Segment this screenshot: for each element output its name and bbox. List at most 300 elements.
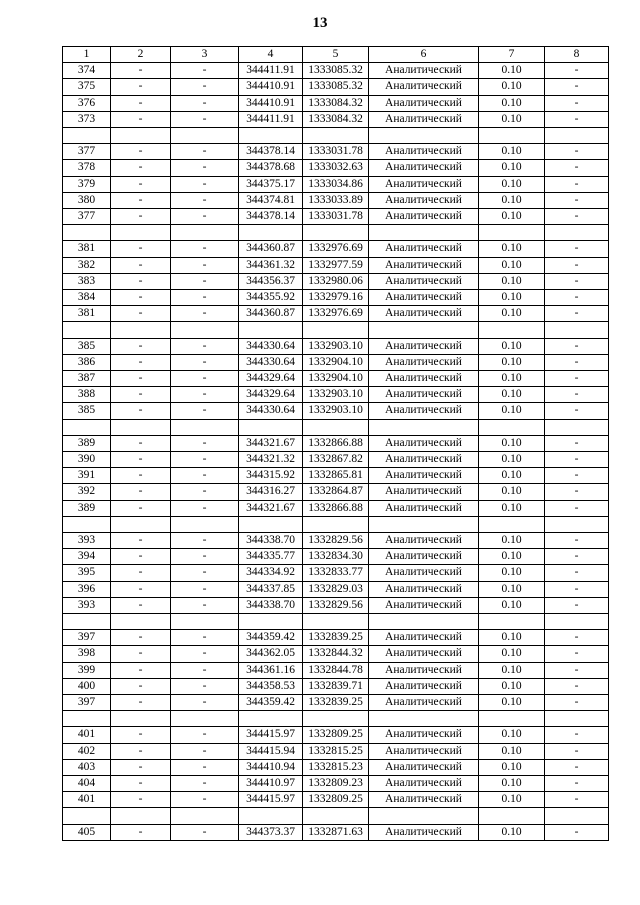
table-cell: 0.10: [479, 435, 545, 451]
empty-cell: [239, 614, 303, 630]
table-cell: 344330.64: [239, 354, 303, 370]
table-cell: -: [545, 597, 609, 613]
table-cell: 394: [63, 549, 111, 565]
table-cell: 344338.70: [239, 533, 303, 549]
table-cell: -: [545, 500, 609, 516]
table-cell: 1333084.32: [303, 95, 369, 111]
empty-cell: [239, 128, 303, 144]
empty-cell: [63, 128, 111, 144]
table-cell: Аналитический: [369, 387, 479, 403]
table-cell: Аналитический: [369, 452, 479, 468]
table-cell: -: [171, 549, 239, 565]
table-cell: -: [111, 533, 171, 549]
table-cell: -: [545, 776, 609, 792]
table-cell: Аналитический: [369, 257, 479, 273]
table-row: [63, 695, 609, 711]
table-cell: -: [111, 792, 171, 808]
empty-cell: [479, 808, 545, 824]
table-cell: -: [171, 144, 239, 160]
empty-cell: [303, 225, 369, 241]
table-cell: 401: [63, 727, 111, 743]
table-cell: 1332867.82: [303, 452, 369, 468]
table-row: [63, 597, 609, 613]
table-cell: 376: [63, 95, 111, 111]
table-cell: -: [171, 452, 239, 468]
empty-cell: [369, 225, 479, 241]
empty-cell: [369, 419, 479, 435]
table-cell: 397: [63, 630, 111, 646]
table-cell: 381: [63, 306, 111, 322]
empty-cell: [171, 225, 239, 241]
table-cell: -: [171, 646, 239, 662]
table-cell: -: [171, 435, 239, 451]
table-cell: 344334.92: [239, 565, 303, 581]
table-cell: 344360.87: [239, 241, 303, 257]
table-cell: 0.10: [479, 144, 545, 160]
table-cell: -: [171, 597, 239, 613]
table-row: [63, 630, 609, 646]
table-cell: 344373.37: [239, 824, 303, 840]
empty-cell: [239, 322, 303, 338]
table-cell: 344378.14: [239, 209, 303, 225]
separator-row: [63, 128, 609, 144]
table-cell: -: [545, 565, 609, 581]
empty-cell: [239, 808, 303, 824]
table-cell: 344321.67: [239, 500, 303, 516]
table-cell: -: [171, 743, 239, 759]
table-row: [63, 209, 609, 225]
table-cell: -: [171, 371, 239, 387]
empty-cell: [171, 711, 239, 727]
empty-cell: [111, 322, 171, 338]
table-cell: 373: [63, 111, 111, 127]
table-cell: -: [111, 776, 171, 792]
table-cell: -: [171, 160, 239, 176]
table-row: [63, 306, 609, 322]
table-cell: -: [171, 500, 239, 516]
table-cell: 344330.64: [239, 338, 303, 354]
table-cell: -: [545, 338, 609, 354]
empty-cell: [545, 419, 609, 435]
table-cell: 344321.67: [239, 435, 303, 451]
header-cell: 2: [111, 47, 171, 63]
table-cell: Аналитический: [369, 581, 479, 597]
table-cell: -: [545, 209, 609, 225]
table-cell: 1332829.56: [303, 597, 369, 613]
table-cell: 344335.77: [239, 549, 303, 565]
table-cell: 0.10: [479, 63, 545, 79]
table-cell: 377: [63, 144, 111, 160]
empty-cell: [303, 711, 369, 727]
empty-cell: [303, 614, 369, 630]
table-row: [63, 824, 609, 840]
table-row: [63, 678, 609, 694]
table-cell: 377: [63, 209, 111, 225]
table-cell: -: [111, 565, 171, 581]
table-cell: -: [545, 695, 609, 711]
table-cell: -: [111, 646, 171, 662]
table-cell: -: [545, 144, 609, 160]
table-cell: 1333031.78: [303, 209, 369, 225]
table-cell: 344415.97: [239, 792, 303, 808]
table-cell: 344360.87: [239, 306, 303, 322]
table-cell: 1332976.69: [303, 306, 369, 322]
table-cell: 344378.68: [239, 160, 303, 176]
table-cell: 344361.32: [239, 257, 303, 273]
empty-cell: [171, 516, 239, 532]
empty-cell: [369, 614, 479, 630]
table-cell: -: [171, 306, 239, 322]
table-cell: Аналитический: [369, 176, 479, 192]
table-cell: 0.10: [479, 581, 545, 597]
table-cell: -: [545, 387, 609, 403]
table-cell: 344411.91: [239, 111, 303, 127]
table-cell: -: [111, 452, 171, 468]
table-cell: -: [111, 678, 171, 694]
table-cell: 400: [63, 678, 111, 694]
table-cell: 344410.94: [239, 759, 303, 775]
table-cell: 0.10: [479, 678, 545, 694]
table-cell: 399: [63, 662, 111, 678]
table-cell: -: [111, 824, 171, 840]
table-cell: 379: [63, 176, 111, 192]
table-cell: 398: [63, 646, 111, 662]
table-cell: 375: [63, 79, 111, 95]
table-cell: 344338.70: [239, 597, 303, 613]
table-cell: 1333032.63: [303, 160, 369, 176]
table-cell: 0.10: [479, 192, 545, 208]
table-cell: 0.10: [479, 727, 545, 743]
table-cell: 0.10: [479, 111, 545, 127]
table-cell: -: [111, 176, 171, 192]
table-cell: 344375.17: [239, 176, 303, 192]
table-row: [63, 257, 609, 273]
table-cell: 388: [63, 387, 111, 403]
empty-cell: [303, 808, 369, 824]
empty-cell: [479, 419, 545, 435]
table-cell: 0.10: [479, 533, 545, 549]
empty-cell: [239, 711, 303, 727]
table-cell: 0.10: [479, 743, 545, 759]
table-cell: 387: [63, 371, 111, 387]
header-cell: 3: [171, 47, 239, 63]
table-cell: 344316.27: [239, 484, 303, 500]
coordinates-table: [62, 46, 609, 841]
table-cell: -: [111, 209, 171, 225]
table-cell: -: [111, 549, 171, 565]
table-cell: -: [171, 792, 239, 808]
table-row: [63, 111, 609, 127]
table-cell: -: [545, 192, 609, 208]
table-cell: 0.10: [479, 597, 545, 613]
table-row: [63, 160, 609, 176]
table-row: [63, 338, 609, 354]
table-cell: 344330.64: [239, 403, 303, 419]
table-cell: Аналитический: [369, 597, 479, 613]
empty-cell: [63, 322, 111, 338]
table-cell: 386: [63, 354, 111, 370]
separator-row: [63, 322, 609, 338]
table-cell: Аналитический: [369, 306, 479, 322]
table-cell: 344362.05: [239, 646, 303, 662]
table-cell: 1332976.69: [303, 241, 369, 257]
empty-cell: [545, 322, 609, 338]
table-row: [63, 646, 609, 662]
table-cell: 380: [63, 192, 111, 208]
table-cell: Аналитический: [369, 646, 479, 662]
table-cell: -: [545, 257, 609, 273]
empty-cell: [171, 808, 239, 824]
table-cell: 0.10: [479, 371, 545, 387]
table-cell: -: [171, 273, 239, 289]
table-cell: 1332834.30: [303, 549, 369, 565]
table-cell: 0.10: [479, 387, 545, 403]
table-cell: -: [111, 241, 171, 257]
table-cell: Аналитический: [369, 63, 479, 79]
table-cell: 397: [63, 695, 111, 711]
table-cell: -: [111, 500, 171, 516]
table-cell: 1333034.86: [303, 176, 369, 192]
empty-cell: [63, 516, 111, 532]
table-cell: Аналитический: [369, 776, 479, 792]
table-row: [63, 273, 609, 289]
table-cell: 393: [63, 597, 111, 613]
table-cell: 0.10: [479, 484, 545, 500]
separator-row: [63, 614, 609, 630]
table-cell: -: [111, 630, 171, 646]
table-cell: 374: [63, 63, 111, 79]
table-cell: 344355.92: [239, 290, 303, 306]
table-cell: Аналитический: [369, 824, 479, 840]
table-cell: -: [171, 403, 239, 419]
table-cell: -: [545, 290, 609, 306]
empty-cell: [63, 225, 111, 241]
table-cell: Аналитический: [369, 160, 479, 176]
table-cell: Аналитический: [369, 354, 479, 370]
table-cell: -: [545, 581, 609, 597]
table-cell: Аналитический: [369, 468, 479, 484]
table-cell: 0.10: [479, 565, 545, 581]
table-cell: 0.10: [479, 403, 545, 419]
table-cell: -: [545, 646, 609, 662]
table-cell: -: [545, 273, 609, 289]
table-cell: 344378.14: [239, 144, 303, 160]
table-row: [63, 371, 609, 387]
table-cell: 344410.91: [239, 95, 303, 111]
table-cell: 383: [63, 273, 111, 289]
table-row: [63, 484, 609, 500]
table-cell: Аналитический: [369, 500, 479, 516]
table-cell: 0.10: [479, 776, 545, 792]
table-row: [63, 468, 609, 484]
table-cell: -: [171, 338, 239, 354]
page-number: 13: [312, 15, 328, 31]
table-row: [63, 387, 609, 403]
table-row: [63, 176, 609, 192]
empty-cell: [479, 225, 545, 241]
table-cell: -: [111, 257, 171, 273]
table-cell: 1332865.81: [303, 468, 369, 484]
table-cell: 1332829.03: [303, 581, 369, 597]
empty-cell: [545, 225, 609, 241]
separator-row: [63, 419, 609, 435]
table-cell: 378: [63, 160, 111, 176]
table-cell: -: [171, 565, 239, 581]
table-cell: 0.10: [479, 354, 545, 370]
table-cell: 1332809.23: [303, 776, 369, 792]
table-cell: 393: [63, 533, 111, 549]
table-row: [63, 144, 609, 160]
table-cell: 344410.97: [239, 776, 303, 792]
table-cell: 0.10: [479, 759, 545, 775]
table-cell: 1332903.10: [303, 387, 369, 403]
table-cell: -: [545, 111, 609, 127]
table-cell: Аналитический: [369, 565, 479, 581]
table-cell: -: [545, 403, 609, 419]
separator-row: [63, 225, 609, 241]
table-cell: 1333085.32: [303, 79, 369, 95]
header-cell: 1: [63, 47, 111, 63]
empty-cell: [303, 419, 369, 435]
table-cell: -: [171, 759, 239, 775]
table-cell: -: [545, 484, 609, 500]
table-cell: -: [171, 630, 239, 646]
separator-row: [63, 711, 609, 727]
table-cell: -: [171, 257, 239, 273]
table-row: [63, 192, 609, 208]
table-cell: -: [111, 144, 171, 160]
table-cell: 344321.32: [239, 452, 303, 468]
empty-cell: [111, 128, 171, 144]
table-cell: -: [111, 192, 171, 208]
table-cell: -: [545, 452, 609, 468]
table-cell: 0.10: [479, 257, 545, 273]
table-cell: 0.10: [479, 338, 545, 354]
table-cell: 0.10: [479, 79, 545, 95]
table-row: [63, 533, 609, 549]
table-cell: Аналитический: [369, 371, 479, 387]
table-cell: -: [111, 695, 171, 711]
empty-cell: [111, 419, 171, 435]
table-cell: 0.10: [479, 209, 545, 225]
table-cell: 0.10: [479, 306, 545, 322]
table-cell: -: [545, 759, 609, 775]
table-cell: 1332980.06: [303, 273, 369, 289]
table-cell: 1332839.71: [303, 678, 369, 694]
table-cell: 391: [63, 468, 111, 484]
table-cell: Аналитический: [369, 435, 479, 451]
table-cell: 0.10: [479, 273, 545, 289]
table-row: [63, 581, 609, 597]
table-cell: 1332866.88: [303, 435, 369, 451]
table-cell: -: [111, 306, 171, 322]
header-cell: 5: [303, 47, 369, 63]
table-cell: -: [111, 759, 171, 775]
table-cell: 392: [63, 484, 111, 500]
table-cell: -: [545, 354, 609, 370]
empty-cell: [63, 808, 111, 824]
empty-cell: [63, 711, 111, 727]
table-cell: 404: [63, 776, 111, 792]
table-cell: -: [171, 776, 239, 792]
table-cell: -: [111, 338, 171, 354]
table-cell: -: [171, 484, 239, 500]
empty-cell: [369, 808, 479, 824]
table-cell: 1332977.59: [303, 257, 369, 273]
table-cell: 1332833.77: [303, 565, 369, 581]
table-cell: 344415.97: [239, 727, 303, 743]
table-cell: 0.10: [479, 792, 545, 808]
table-cell: -: [545, 549, 609, 565]
empty-cell: [303, 128, 369, 144]
empty-cell: [369, 128, 479, 144]
table-row: [63, 776, 609, 792]
table-cell: -: [545, 533, 609, 549]
table-body: [63, 47, 609, 841]
empty-cell: [171, 419, 239, 435]
table-cell: 389: [63, 435, 111, 451]
table-cell: -: [545, 824, 609, 840]
table-cell: 344410.91: [239, 79, 303, 95]
table-cell: Аналитический: [369, 111, 479, 127]
table-cell: Аналитический: [369, 533, 479, 549]
table-cell: 1333085.32: [303, 63, 369, 79]
table-row: [63, 241, 609, 257]
empty-cell: [479, 711, 545, 727]
table-cell: -: [171, 354, 239, 370]
table-cell: -: [545, 792, 609, 808]
table-cell: 396: [63, 581, 111, 597]
empty-cell: [171, 614, 239, 630]
table-cell: 1332903.10: [303, 338, 369, 354]
table-cell: 1332904.10: [303, 371, 369, 387]
empty-cell: [171, 128, 239, 144]
table-cell: 1332866.88: [303, 500, 369, 516]
table-cell: 344329.64: [239, 371, 303, 387]
table-cell: -: [111, 468, 171, 484]
table-cell: -: [171, 695, 239, 711]
table-cell: 344359.42: [239, 695, 303, 711]
table-cell: -: [545, 662, 609, 678]
table-row: [63, 354, 609, 370]
header-row: [63, 47, 609, 63]
table-cell: -: [111, 581, 171, 597]
table-cell: -: [171, 824, 239, 840]
table-cell: 0.10: [479, 662, 545, 678]
table-cell: 0.10: [479, 452, 545, 468]
table-cell: -: [111, 387, 171, 403]
table-cell: 1332864.87: [303, 484, 369, 500]
table-cell: -: [111, 435, 171, 451]
table-cell: -: [545, 468, 609, 484]
table-cell: 1332839.25: [303, 630, 369, 646]
table-cell: -: [111, 484, 171, 500]
table-cell: -: [171, 192, 239, 208]
table-cell: 0.10: [479, 549, 545, 565]
table-cell: -: [171, 111, 239, 127]
table-cell: -: [171, 63, 239, 79]
table-cell: 403: [63, 759, 111, 775]
table-row: [63, 290, 609, 306]
table-cell: 1332815.25: [303, 743, 369, 759]
table-cell: Аналитический: [369, 549, 479, 565]
table-cell: 0.10: [479, 468, 545, 484]
table-cell: -: [545, 176, 609, 192]
table-cell: Аналитический: [369, 144, 479, 160]
empty-cell: [303, 516, 369, 532]
table-cell: 1332815.23: [303, 759, 369, 775]
table-cell: -: [171, 209, 239, 225]
